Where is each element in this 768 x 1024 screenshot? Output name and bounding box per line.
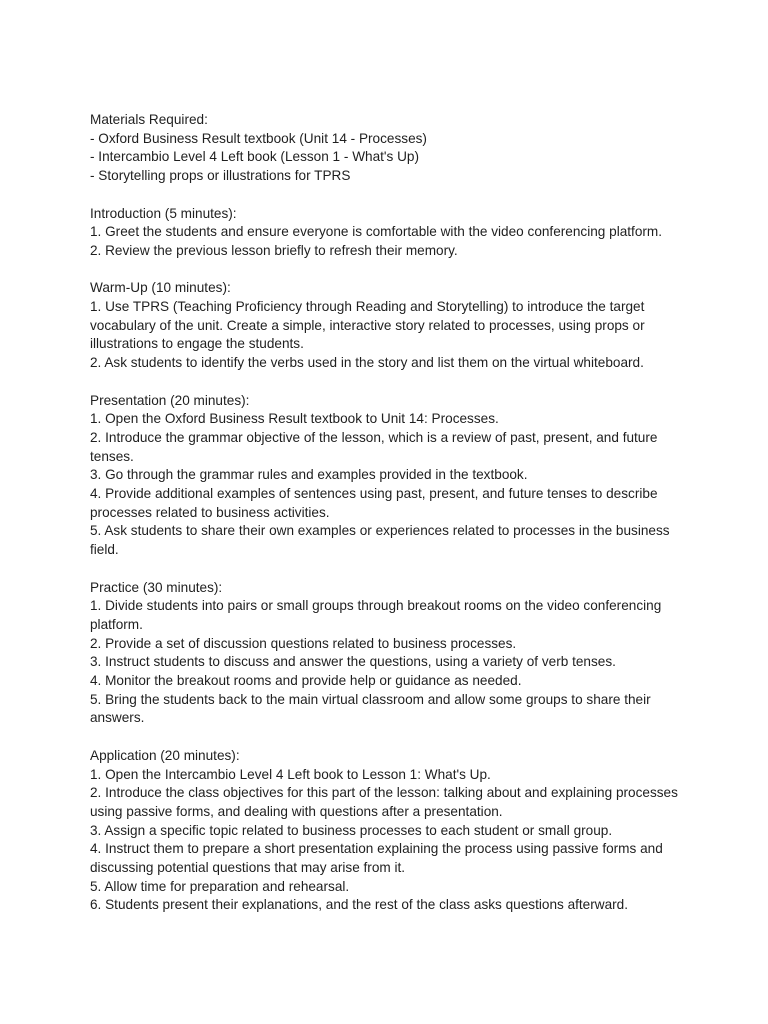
list-item: 2. Introduce the grammar objective of the lesson, which is a review of past, present, and future tenses. xyxy=(90,429,658,464)
list-item: 5. Allow time for preparation and rehearsal. xyxy=(90,878,350,894)
section-heading: Practice (30 minutes): xyxy=(90,579,223,595)
list-item: 5. Bring the students back to the main virtual classroom and allow some groups to share their answers. xyxy=(90,691,651,726)
list-item: 4. Provide additional examples of sentences using past, present, and future tenses to describe processes related to business activities. xyxy=(90,486,658,520)
list-item: 6. Students present their explanations, and the rest of the class asks questions afterward. xyxy=(90,897,629,913)
list-item: 1. Use TPRS (Teaching Proficiency through Reading and Storytelling) to introduce the target vocabulary of the unit. Create a simple, interactive story related to processes, using props or illustrations to engage the students. xyxy=(90,299,645,352)
section-heading: Application (20 minutes): xyxy=(90,747,240,763)
section-introduction xyxy=(90,205,690,261)
section-heading: Materials Required: xyxy=(90,112,208,127)
list-item: 1. Open the Intercambio Level 4 Left book to Lesson 1: What's Up. xyxy=(90,766,491,782)
list-item: 2. Review the previous lesson briefly to refresh their memory. xyxy=(90,242,458,258)
list-item: 3. Instruct students to discuss and answer the questions, using a variety of verb tenses. xyxy=(90,654,616,670)
list-item: - Oxford Business Result textbook (Unit 14 - Processes) xyxy=(90,130,427,146)
document-page xyxy=(90,111,690,934)
list-item: - Storytelling props or illustrations for TPRS xyxy=(90,168,351,184)
section-heading: Presentation (20 minutes): xyxy=(90,392,250,408)
list-item: 4. Monitor the breakout rooms and provide help or guidance as needed. xyxy=(90,673,522,689)
list-item: 3. Assign a specific topic related to business processes to each student or small group. xyxy=(90,822,613,838)
list-item: 3. Go through the grammar rules and examples provided in the textbook. xyxy=(90,467,528,483)
list-item: 1. Greet the students and ensure everyone is comfortable with the video conferencing platform. xyxy=(90,224,663,240)
list-item: 1. Open the Oxford Business Result textbook to Unit 14: Processes. xyxy=(90,411,499,427)
list-item: 1. Divide students into pairs or small groups through breakout rooms on the video conferencing platform. xyxy=(90,598,662,632)
section-heading: Introduction (5 minutes): xyxy=(90,205,237,221)
list-item: 2. Introduce the class objectives for this part of the lesson: talking about and explaining processes using passive forms, and dealing with questions after a presentation. xyxy=(90,785,678,819)
list-item: 4. Instruct them to prepare a short presentation explaining the process using passive forms and discussing potential questions that may arise from it. xyxy=(90,841,663,876)
section-application xyxy=(90,747,690,915)
section-materials xyxy=(90,111,690,186)
section-presentation xyxy=(90,392,690,560)
list-item: 2. Provide a set of discussion questions related to business processes. xyxy=(90,635,517,651)
list-item: - Intercambio Level 4 Left book (Lesson 1 - What's Up) xyxy=(90,149,419,165)
list-item: 5. Ask students to share their own examples or experiences related to processes in the business field. xyxy=(90,523,670,558)
section-warm-up xyxy=(90,279,690,373)
section-practice xyxy=(90,579,690,729)
list-item: 2. Ask students to identify the verbs used in the story and list them on the virtual whiteboard. xyxy=(90,355,644,371)
section-heading: Warm-Up (10 minutes): xyxy=(90,280,231,296)
